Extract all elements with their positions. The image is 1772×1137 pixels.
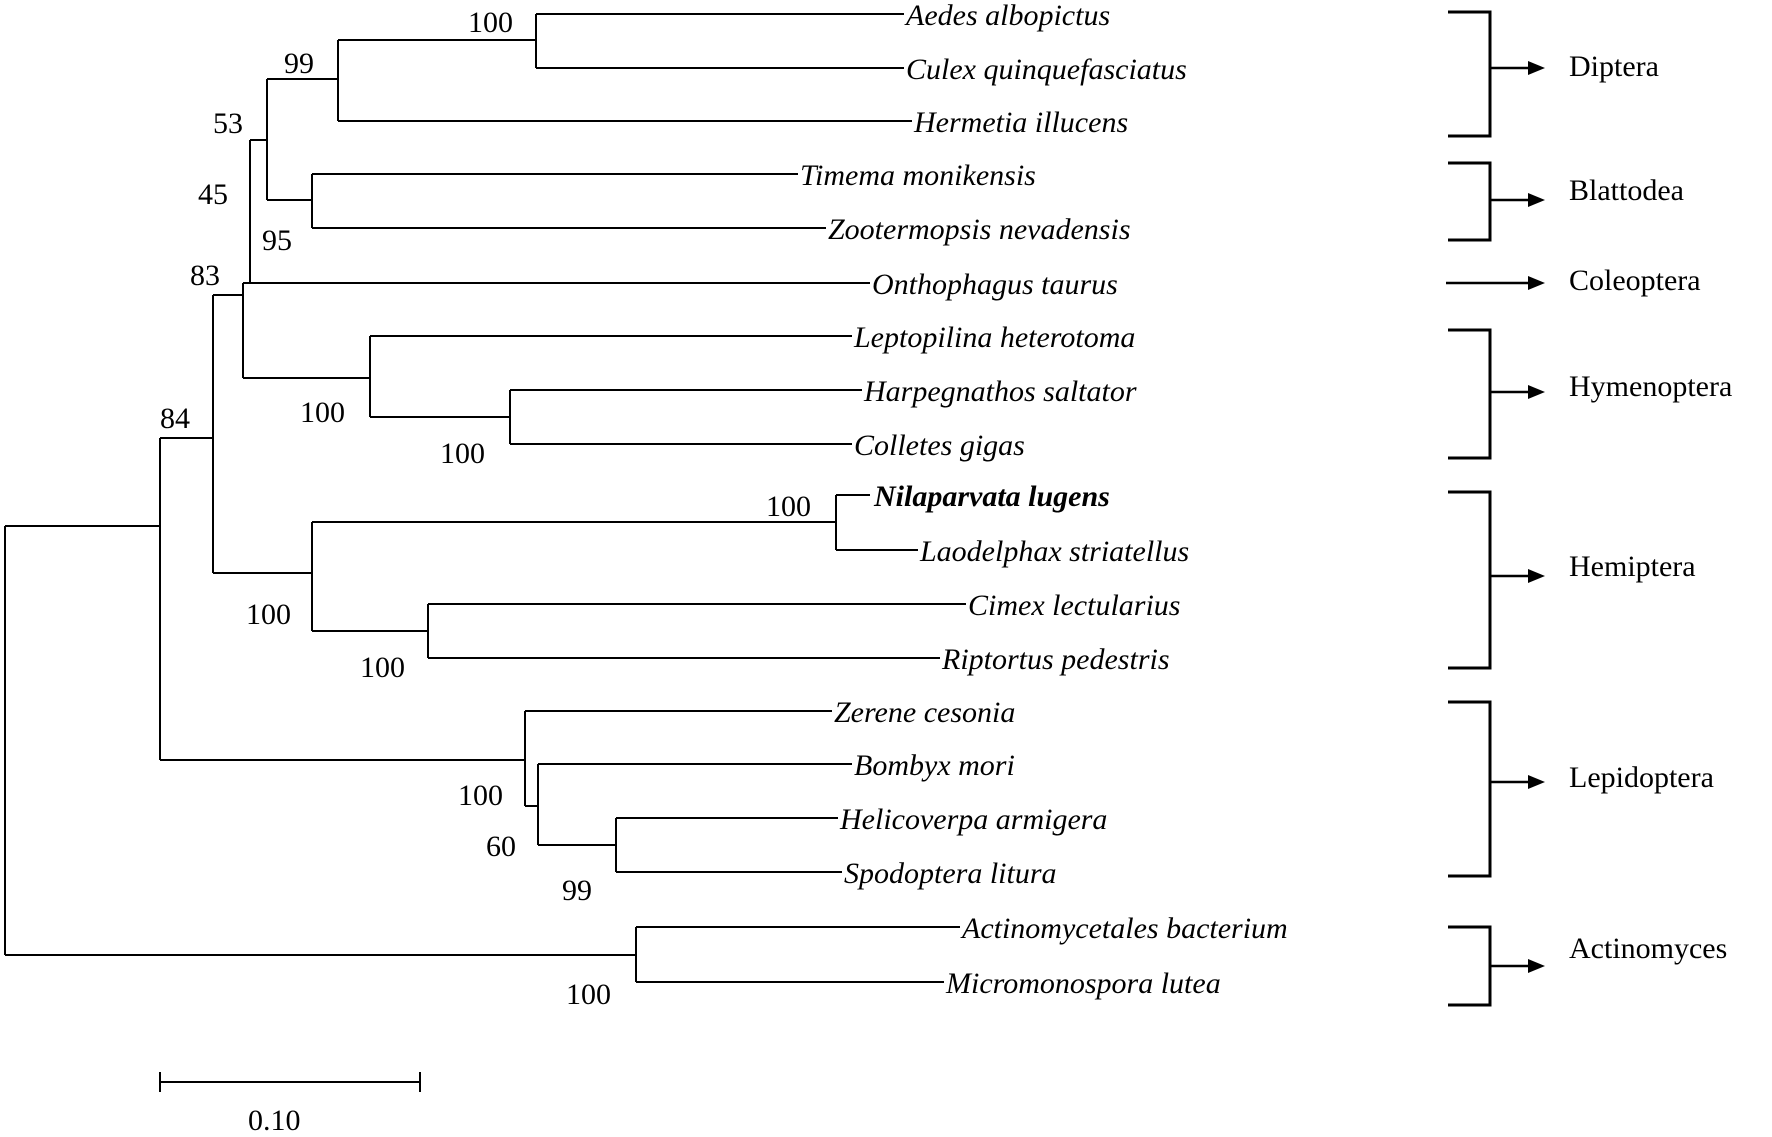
bracket-shape	[1448, 12, 1490, 136]
bracket-blattodea	[1448, 163, 1684, 240]
bracket-shape	[1448, 163, 1490, 240]
support-values	[160, 6, 811, 1011]
support-value: 100	[766, 490, 811, 523]
arrow-head	[1528, 385, 1545, 399]
support-value: 83	[190, 259, 220, 292]
support-value: 100	[300, 396, 345, 429]
arrow-head	[1528, 775, 1545, 789]
bracket-coleoptera	[1446, 264, 1701, 297]
group-label: Blattodea	[1569, 174, 1684, 207]
taxon-label: Actinomycetales bacterium	[962, 912, 1288, 945]
bracket-actinomyces	[1448, 927, 1727, 1005]
bracket-hymenoptera	[1448, 330, 1732, 458]
taxon-label: Onthophagus taurus	[872, 268, 1118, 301]
support-value: 100	[458, 779, 503, 812]
taxon-label: Leptopilina heterotoma	[854, 321, 1136, 354]
support-value: 45	[198, 178, 228, 211]
support-value: 95	[262, 224, 292, 257]
taxon-label: Micromonospora lutea	[946, 967, 1221, 1000]
taxon-labels	[800, 0, 1288, 1000]
bracket-lepidoptera	[1448, 702, 1714, 876]
taxon-label: Zootermopsis nevadensis	[828, 213, 1131, 246]
support-value: 84	[160, 402, 190, 435]
taxon-label: Laodelphax striatellus	[920, 535, 1190, 568]
taxon-label: Timema monikensis	[800, 159, 1036, 192]
taxon-label: Harpegnathos saltator	[864, 375, 1137, 408]
scale-bar-line	[160, 1072, 420, 1092]
bracket-diptera	[1448, 12, 1659, 136]
support-value: 100	[566, 978, 611, 1011]
taxon-label: Culex quinquefasciatus	[906, 53, 1187, 86]
group-label: Actinomyces	[1569, 932, 1728, 965]
scale-bar-label: 0.10	[248, 1104, 301, 1137]
group-label: Coleoptera	[1569, 264, 1701, 297]
support-value: 100	[468, 6, 513, 39]
support-value: 99	[562, 874, 592, 907]
group-label: Lepidoptera	[1569, 761, 1714, 794]
support-value: 100	[246, 598, 291, 631]
support-value: 100	[360, 651, 405, 684]
scale-bar	[160, 1072, 420, 1137]
arrow-head	[1528, 569, 1545, 583]
support-value: 99	[284, 47, 314, 80]
taxon-label: Cimex lectularius	[968, 589, 1181, 622]
taxon-label: Colletes gigas	[854, 429, 1025, 462]
bracket-shape	[1448, 927, 1490, 1005]
taxon-label: Hermetia illucens	[914, 106, 1129, 139]
bracket-shape	[1448, 702, 1490, 876]
arrow-head	[1528, 959, 1545, 973]
support-value: 100	[440, 437, 485, 470]
arrow-head	[1528, 276, 1545, 290]
bracket-shape	[1448, 492, 1490, 668]
support-value: 53	[213, 107, 243, 140]
group-label: Hemiptera	[1569, 550, 1696, 583]
taxon-label: Spodoptera litura	[844, 857, 1057, 890]
taxon-label: Helicoverpa armigera	[840, 803, 1108, 836]
bracket-shape	[1448, 330, 1490, 458]
group-brackets	[1446, 12, 1732, 1005]
bracket-hemiptera	[1448, 492, 1696, 668]
taxon-label: Bombyx mori	[854, 749, 1015, 782]
taxon-label: Zerene cesonia	[834, 696, 1016, 729]
highlighted-taxon-label: Nilaparvata lugens	[874, 480, 1110, 513]
group-label: Diptera	[1569, 50, 1659, 83]
taxon-label: Aedes albopictus	[906, 0, 1111, 32]
arrow-head	[1528, 193, 1545, 207]
support-value: 60	[486, 830, 516, 863]
arrow-head	[1528, 61, 1545, 75]
taxon-label: Riptortus pedestris	[942, 643, 1170, 676]
group-label: Hymenoptera	[1569, 370, 1733, 403]
